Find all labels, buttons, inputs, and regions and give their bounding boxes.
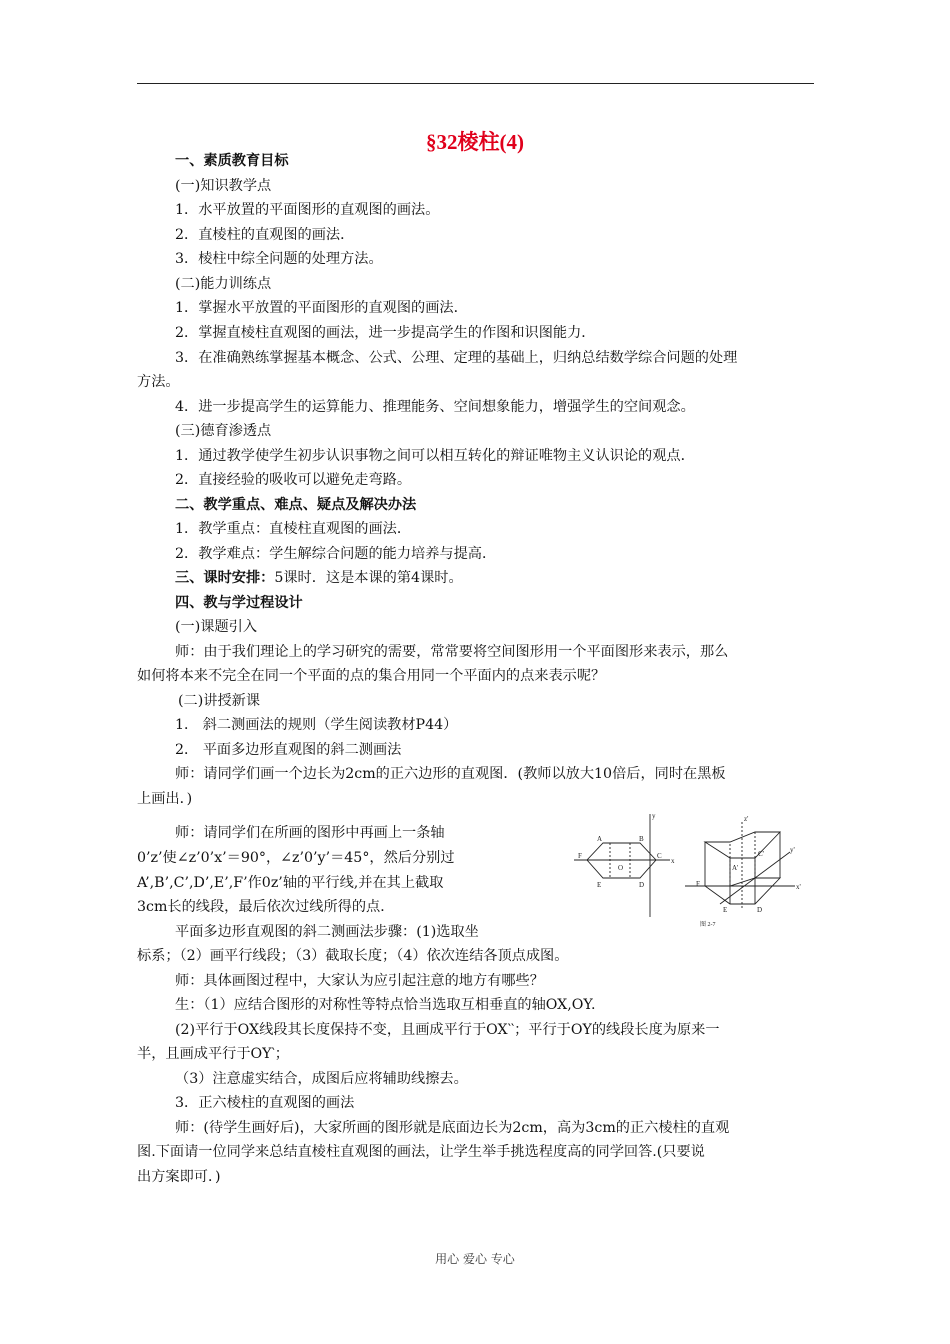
- label-f: F: [578, 852, 582, 860]
- text-line: 2． 平面多边形直观图的斜二测画法: [175, 742, 402, 758]
- text-line: 3cm长的线段，最后依次过线所得的点．: [137, 899, 395, 915]
- label-d: D: [639, 881, 645, 889]
- heading-objectives: 一、素质教育目标: [175, 153, 289, 169]
- text-line: 2．教学难点：学生解综合问题的能力培养与提高．: [175, 546, 497, 562]
- text-line: (2)平行于OX线段其长度保持不变，且画成平行于OX‵‵；平行于OY的线段长度为原来一: [175, 1022, 720, 1038]
- label-a-prime: A': [732, 864, 739, 872]
- schedule-label: 三、课时安排：: [175, 570, 275, 586]
- subheading: (一)课题引入: [175, 619, 258, 635]
- page-title: §32棱柱(4): [426, 130, 524, 154]
- label-o: O: [618, 864, 624, 872]
- text-line: 2．直接经验的吸收可以避免走弯路。: [175, 472, 412, 488]
- text-line: 3．正六棱柱的直观图的画法: [175, 1095, 355, 1111]
- page-footer: 用心 爱心 专心: [435, 1252, 515, 1266]
- text-line: 2．直棱柱的直观图的画法．: [175, 227, 355, 243]
- heading-process: 四、教与学过程设计: [175, 595, 303, 611]
- label-e-prime: E: [723, 906, 728, 914]
- figure-hexagon-and-prism: [570, 812, 815, 932]
- label-f-prime: F: [696, 880, 700, 888]
- text-line: 1．通过教学使学生初步认识事物之间可以相互转化的辩证唯物主义认识论的观点．: [175, 448, 695, 464]
- label-x: x: [671, 857, 675, 865]
- text-line: 方法。: [137, 374, 180, 390]
- text-line: 3．棱柱中综全问题的处理方法。: [175, 251, 383, 267]
- text-line: 师：请同学们在所画的图形中再画上一条轴: [175, 825, 445, 841]
- text-line: 师：具体画图过程中，大家认为应引起注意的地方有哪些？: [175, 973, 544, 989]
- text-line: A’,B’,C’,D’,E’,F’作0z’轴的平行线,并在其上截取: [137, 875, 444, 891]
- text-line: 1．水平放置的平面图形的直观图的画法。: [175, 202, 440, 218]
- text-line: 图.下面请一位同学来总结直棱柱直观图的画法，让学生举手挑选程度高的同学回答.(只要说: [137, 1144, 705, 1160]
- text-line: 如何将本来不完全在同一个平面的点的集合用同一个平面内的点来表示呢？: [137, 668, 606, 684]
- label-d-prime: D: [757, 906, 763, 914]
- subheading: (一)知识教学点: [175, 178, 272, 194]
- figure-caption: 图 2-7: [700, 922, 716, 928]
- subheading: (三)德育渗透点: [175, 423, 272, 439]
- subheading: (二)能力训练点: [175, 276, 272, 292]
- schedule-text: 5课时．这是本课的第4课时。: [274, 570, 463, 586]
- text-line: 上画出．): [137, 791, 193, 807]
- text-line: 生：（1）应结合图形的对称性等特点恰当选取互相垂直的轴OX,OY.: [175, 997, 596, 1013]
- text-line: 标系；（2）画平行线段；（3）截取长度；（4）依次连结各顶点成图。: [137, 948, 569, 964]
- text-line: 1．掌握水平放置的平面图形的直观图的画法．: [175, 300, 468, 316]
- text-line: 1． 斜二测画法的规则（学生阅读教材P44）: [175, 717, 458, 733]
- label-y: y: [652, 812, 656, 820]
- text-line: 半，且画成平行于OY‵；: [137, 1046, 289, 1062]
- label-z-prime: z': [744, 815, 749, 823]
- label-x-prime: x': [796, 883, 801, 891]
- heading-key-points: 二、教学重点、难点、疑点及解决办法: [175, 497, 417, 513]
- label-a: A: [597, 835, 603, 843]
- text-line: （3）注意虚实结合，成图后应将辅助线擦去。: [175, 1071, 468, 1087]
- text-line: 师：由于我们理论上的学习研究的需要，常常要将空间图形用一个平面图形来表示，那么: [175, 644, 729, 660]
- label-c-prime: C': [758, 850, 764, 858]
- subheading: (二)讲授新课: [178, 693, 261, 709]
- text-line: 平面多边形直观图的斜二测画法步骤：(1)选取坐: [175, 924, 479, 940]
- label-c: C: [657, 852, 662, 860]
- text-line: 2．掌握直棱柱直观图的画法，进一步提高学生的作图和识图能力．: [175, 325, 596, 341]
- text-line: 出方案即可．): [137, 1169, 221, 1185]
- label-b: B: [639, 835, 644, 843]
- label-y-prime: y': [790, 846, 795, 854]
- label-e: E: [597, 881, 602, 889]
- header-rule: [137, 83, 814, 84]
- text-line: 4．进一步提高学生的运算能力、推理能务、空间想象能力，增强学生的空间观念。: [175, 399, 695, 415]
- text-line: 1．教学重点：直棱柱直观图的画法．: [175, 521, 412, 537]
- text-line: 0’z’使∠z’0’x’＝90°，∠z’0’y’＝45°，然后分别过: [137, 850, 455, 866]
- heading-schedule: [175, 567, 463, 589]
- text-line: 师：请同学们画一个边长为2cm的正六边形的直观图．(教师以放大10倍后，同时在黑板: [175, 766, 726, 782]
- text-line: 师：(待学生画好后)，大家所画的图形就是底面边长为2cm，高为3cm的正六棱柱的直观: [175, 1120, 730, 1136]
- text-line: 3．在准确熟练掌握基本概念、公式、公理、定理的基础上，归纳总结数学综合问题的处理: [175, 350, 738, 366]
